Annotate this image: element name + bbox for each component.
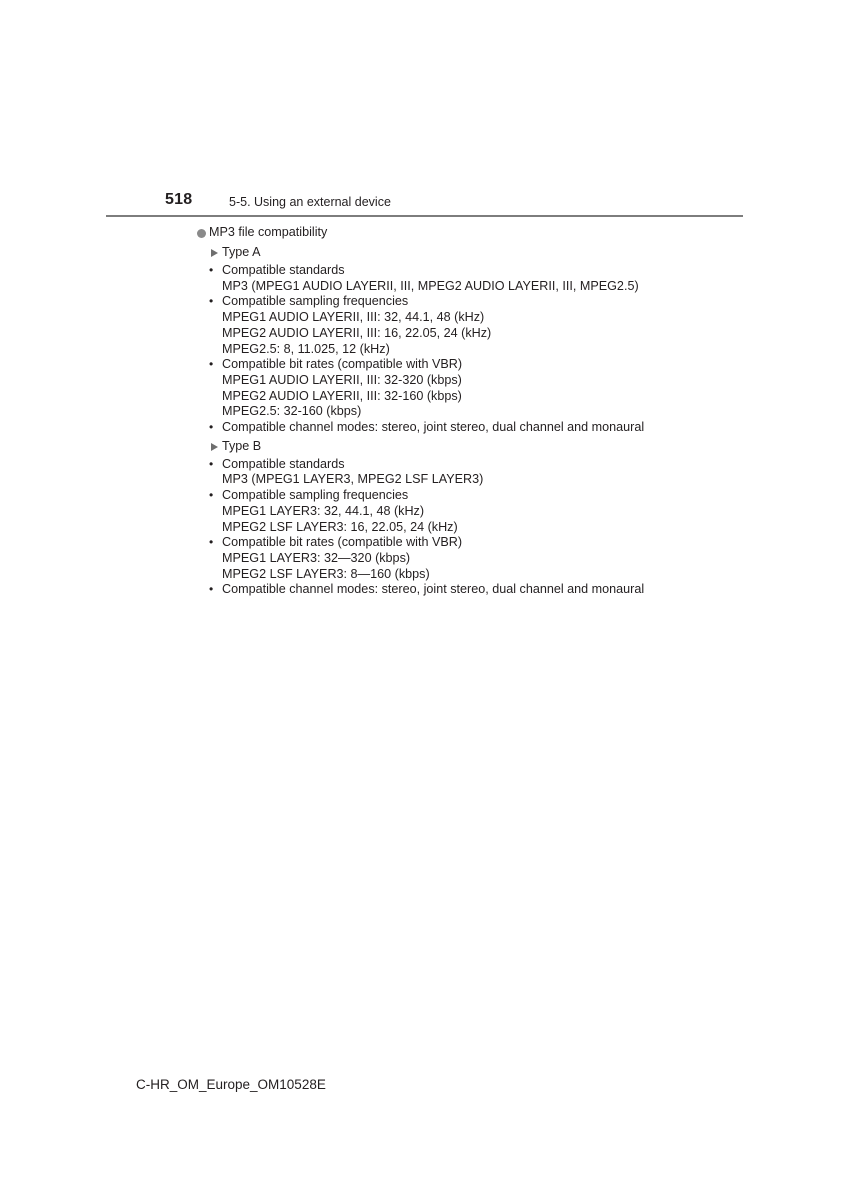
bullet-dot-icon (197, 229, 206, 238)
item-title: • Compatible standards (222, 263, 345, 277)
item-line: MP3 (MPEG1 LAYER3, MPEG2 LSF LAYER3) (222, 472, 484, 487)
list-item (197, 420, 659, 436)
triangle-right-icon (211, 249, 218, 257)
item-line: MPEG1 AUDIO LAYERII, III: 32-320 (kbps) (222, 372, 462, 387)
type-a-heading (211, 243, 659, 263)
item-line: MPEG2 AUDIO LAYERII, III: 16, 22.05, 24 (kHz) (222, 325, 492, 340)
list-item (197, 357, 659, 420)
list-item (197, 582, 659, 598)
item-title: • Compatible channel modes: stereo, joint stereo, dual channel and monaural (222, 420, 645, 435)
item-title: • Compatible standards (222, 456, 345, 471)
item-line: MPEG2.5: 32-160 (kbps) (222, 404, 362, 419)
item-line: MP3 (MPEG1 AUDIO LAYERII, III, MPEG2 AUDIO LAYERII, III, MPEG2.5) (222, 278, 639, 293)
list-item (197, 294, 659, 357)
page-number: 518 (165, 191, 193, 208)
section-heading (197, 224, 659, 242)
header-rule (106, 215, 743, 217)
item-line: MPEG1 LAYER3: 32, 44.1, 48 (kHz) (222, 503, 425, 518)
list-item (197, 457, 659, 488)
list-item (197, 535, 659, 582)
footer-doc-code: C-HR_OM_Europe_OM10528E (136, 1077, 326, 1092)
item-line: MPEG2 LSF LAYER3: 16, 22.05, 24 (kHz) (222, 519, 458, 534)
item-line: MPEG2 LSF LAYER3: 8—160 (kbps) (222, 566, 430, 581)
list-item (197, 488, 659, 535)
item-title: • Compatible channel modes: stereo, joint stereo, dual channel and monaural (222, 582, 645, 597)
triangle-right-icon (211, 443, 218, 451)
item-line: MPEG1 LAYER3: 32—320 (kbps) (222, 550, 411, 565)
item-title: • Compatible bit rates (compatible with VBR) (222, 535, 463, 550)
type-b-label: Type B (222, 438, 262, 453)
type-b-heading (211, 437, 659, 457)
type-a-list (197, 263, 659, 436)
item-line: MPEG1 AUDIO LAYERII, III: 32, 44.1, 48 (kHz) (222, 310, 485, 325)
item-line: MPEG2.5: 8, 11.025, 12 (kHz) (222, 341, 390, 356)
content (197, 224, 659, 598)
item-line: MPEG2 AUDIO LAYERII, III: 32-160 (kbps) (222, 388, 462, 403)
section-title: 5-5. Using an external device (229, 195, 391, 209)
item-title: • Compatible sampling frequencies (222, 488, 409, 503)
section-heading-text: MP3 file compatibility (209, 225, 328, 240)
item-title: • Compatible sampling frequencies (222, 294, 409, 309)
type-b-list (197, 457, 659, 598)
type-a-label: Type A (222, 245, 261, 260)
list-item (197, 263, 659, 294)
item-title: • Compatible bit rates (compatible with VBR) (222, 357, 463, 372)
